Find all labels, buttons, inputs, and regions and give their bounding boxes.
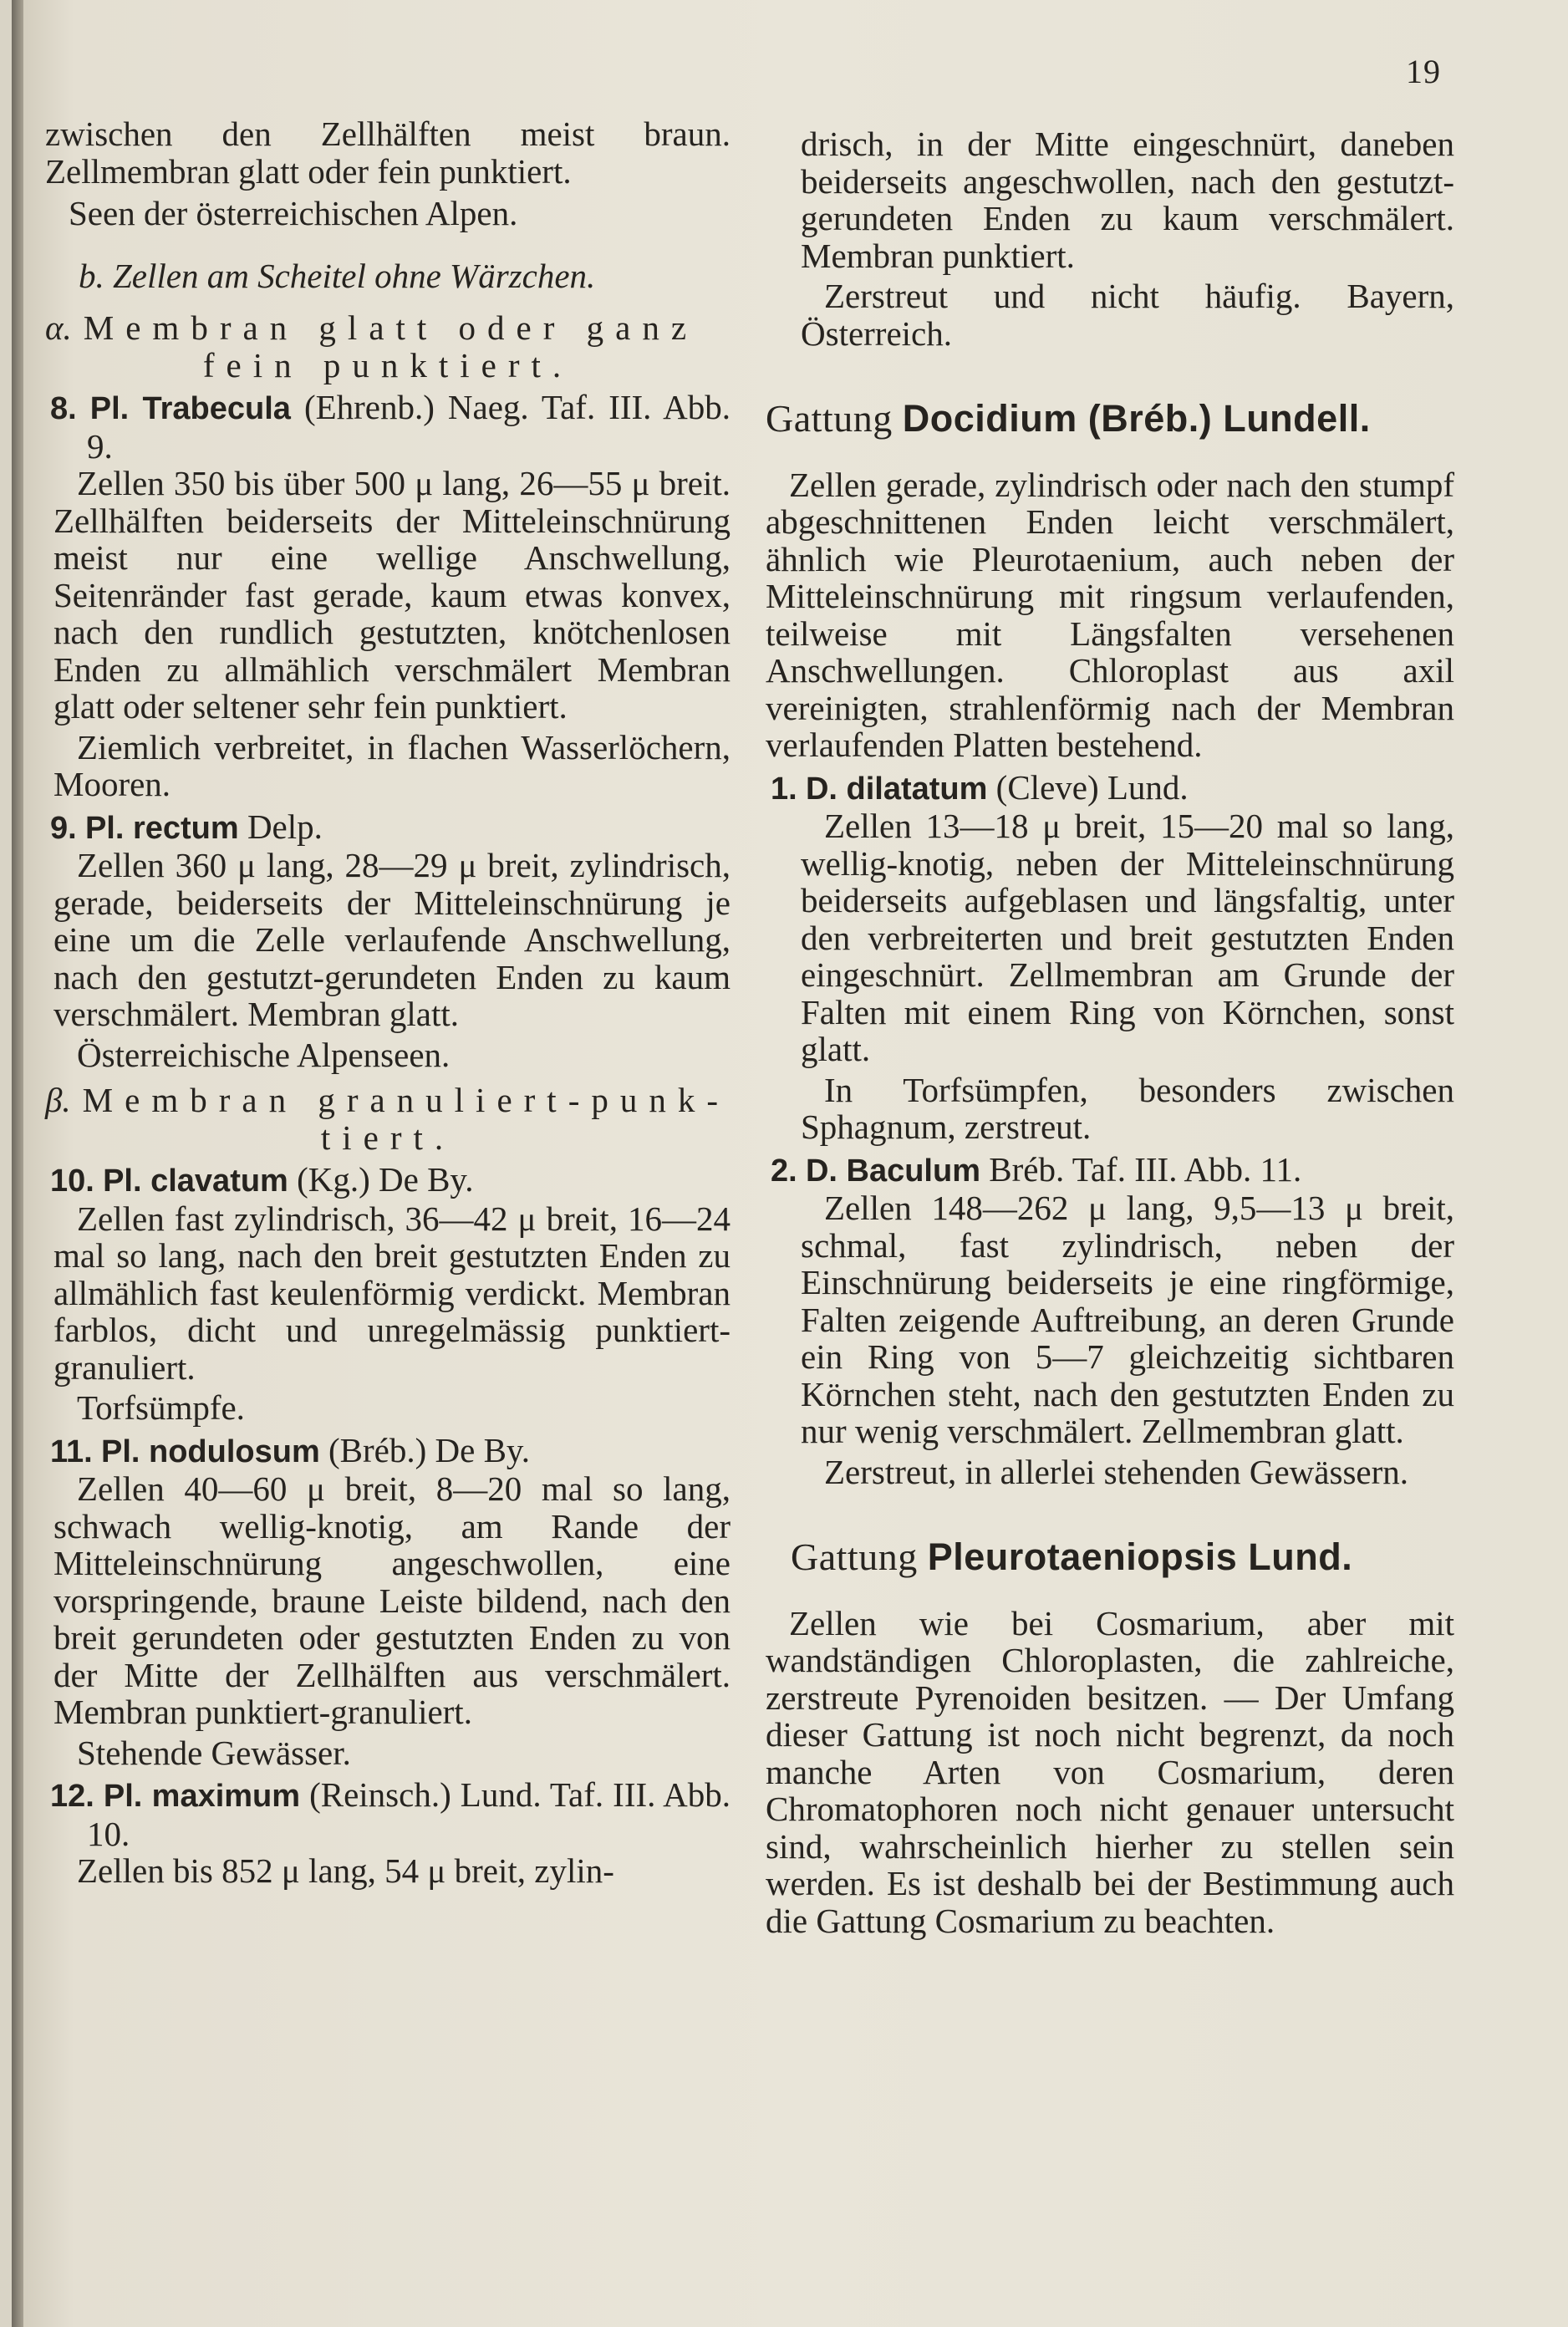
entry-number: 9.: [50, 810, 77, 846]
species-description: Zellen 148—262 μ lang, 9,5—13 μ breit, schmal, fast zylindrisch, neben der Einschnürung beiderseits je eine ringförmige, Falten zeigende Auftreibung, an deren Grunde ein Ring von 5—7 gleichzeitig sichtbaren Körnchen steht, nach den gestutzten Enden zu nur wenig verschmälert. Zellmembran glatt.: [801, 1189, 1454, 1450]
book-page: [12, 0, 1568, 2327]
locality-text: Zerstreut, in allerlei stehenden Gewässern.: [824, 1452, 1409, 1491]
locality-text: Ziemlich verbreitet, in flachen Wasserlöchern, Mooren.: [53, 727, 731, 803]
species-entry-d1: [766, 769, 1454, 808]
genus-description: Zellen wie bei Cosmarium, aber mit wandständigen Chloroplasten, die zahlreiche, zerstreute Pyrenoiden besitzen. — Der Umfang dieser Gattung ist noch nicht begrenzt, da noch manche Arten von Cosmarium, deren Chromatophoren noch nicht genauer untersucht sind, wahrscheinlich hierher zu stellen sein werden. Es ist deshalb bei der Bestimmung auch die Gattung Cosmarium zu beachten.: [766, 1603, 1454, 1940]
entry-number: 8.: [50, 391, 77, 426]
paragraph: drisch, in der Mitte eingeschnürt, daneben beiderseits angeschwollen, nach den gestutzt-gerundeten Enden zu kaum verschmälert. Membran punktiert.: [801, 125, 1454, 275]
species-name: Pl. Trabecula: [89, 391, 291, 426]
locality-text: Österreichische Alpenseen.: [77, 1035, 451, 1074]
entry-number: 1.: [771, 771, 797, 807]
genus-prefix: Gattung: [791, 1535, 918, 1578]
species-name: Pl. maximum: [103, 1779, 301, 1814]
species-authority: (Cleve) Lund.: [995, 767, 1189, 807]
locality-text: In Torfsümpfen, besonders zwischen Sphagnum, zerstreut.: [801, 1070, 1454, 1146]
species-entry-9: [45, 808, 731, 848]
page-gutter-edge: [12, 0, 23, 2327]
entry-number: 2.: [771, 1153, 797, 1189]
genus-prefix: Gattung: [766, 397, 893, 440]
species-description: Zellen 40—60 μ breit, 8—20 mal so lang, schwach wellig-knotig, am Rande der Mitteleinschnürung angeschwollen, eine vorspringende, braune Leiste bildend, nach den breit gerundeten oder gestutzten Enden zu von der Mitte der Zellhälften aus verschmälert. Membran punktiert-granuliert.: [53, 1469, 731, 1731]
species-authority: (Reinsch.) Lund. Taf. III. Abb. 10.: [87, 1775, 731, 1853]
locality-text: Zerstreut und nicht häufig. Bayern, Österreich.: [801, 277, 1454, 353]
key-heading-beta: [45, 1082, 731, 1156]
locality-text: Seen der österreichischen Alpen.: [69, 194, 518, 232]
key-line-1: Membran granuliert-punk-: [82, 1081, 730, 1119]
species-description: Zellen 13—18 μ breit, 15—20 mal so lang, wellig-knotig, neben der Mitteleinschnürung beiderseits aufgeblasen und längsfaltig, unter den verbreiterten und breit gestutzten Enden eingeschnürt. Zellmembran am Grunde der Falten mit einem Ring von Körnchen, sonst glatt.: [801, 807, 1454, 1068]
species-entry-11: [45, 1432, 731, 1471]
genus-name: Pleurotaeniopsis Lund.: [927, 1535, 1353, 1578]
key-line-1: Membran glatt oder ganz: [83, 308, 699, 347]
key-heading-alpha: [45, 309, 731, 384]
species-entry-10: [45, 1161, 731, 1200]
species-description: Zellen bis 852 μ lang, 54 μ breit, zylin-: [77, 1851, 614, 1890]
species-authority: (Bréb.) De By.: [328, 1430, 531, 1469]
species-name: Pl. rectum: [84, 810, 239, 846]
genus-heading-docidium: [766, 397, 1454, 440]
species-authority: (Ehrenb.) Naeg. Taf. III. Abb. 9.: [87, 388, 731, 466]
key-line-2: fein punktiert.: [202, 345, 573, 384]
species-name: D. Baculum: [805, 1153, 980, 1189]
key-heading-b: b. Zellen am Scheitel ohne Wärzchen.: [79, 256, 596, 295]
species-description: Zellen fast zylindrisch, 36—42 μ breit, 16—24 mal so lang, nach den breit gestutzten Enden zu allmählich fast keulenförmig verdickt. Membran farblos, dicht und unregelmässig punktiert-granuliert.: [53, 1199, 731, 1387]
genus-heading-pleurotaeniopsis: [766, 1535, 1454, 1578]
locality-text: Stehende Gewässer.: [77, 1733, 351, 1772]
entry-number: 10.: [50, 1164, 94, 1199]
species-authority: (Kg.) De By.: [297, 1160, 474, 1199]
species-entry-d2: [766, 1151, 1454, 1190]
entry-number: 11.: [50, 1433, 93, 1469]
paragraph: zwischen den Zellhälften meist braun. Zellmembran glatt oder fein punktiert.: [45, 115, 731, 191]
species-description: Zellen 360 μ lang, 28—29 μ breit, zylindrisch, gerade, beiderseits der Mitteleinschnürung je eine um die Zelle verlaufende Anschwellung, nach den gestutzt-gerundeten Enden zu kaum verschmälert. Membran glatt.: [53, 846, 731, 1033]
key-line-2: tiert.: [320, 1118, 456, 1157]
locality-text: Torfsümpfe.: [77, 1388, 245, 1427]
species-authority: Delp.: [247, 807, 323, 846]
key-symbol: β.: [45, 1081, 71, 1119]
species-authority: Bréb. Taf. III. Abb. 11.: [989, 1149, 1302, 1189]
species-name: D. dilatatum: [805, 771, 988, 807]
right-column: [766, 125, 1454, 1939]
left-column: [45, 115, 731, 1890]
species-entry-8: [45, 389, 731, 465]
key-symbol: α.: [45, 308, 72, 347]
genus-name: Docidium (Bréb.) Lundell.: [902, 397, 1371, 440]
species-description: Zellen 350 bis über 500 μ lang, 26—55 μ breit. Zellhälften beiderseits der Mitteleinschnürung meist nur eine wellige Anschwellung, Seitenränder fast gerade, kaum etwas konvex, nach den rundlich gestutzten, knötchenlosen Enden zu allmählich verschmälert Membran glatt oder seltener sehr fein punktiert.: [53, 464, 731, 726]
species-name: Pl. nodulosum: [100, 1433, 320, 1469]
page-number: 19: [1406, 53, 1441, 90]
entry-number: 12.: [50, 1779, 94, 1814]
species-name: Pl. clavatum: [103, 1164, 288, 1199]
genus-description: Zellen gerade, zylindrisch oder nach den stumpf abgeschnittenen Enden leicht verschmälert, ähnlich wie Pleurotaenium, auch neben der Mitteleinschnürung mit ringsum verlaufenden, teilweise mit Längsfalten versehenen Anschwellungen. Chloroplast aus axil vereinigten, strahlenförmig nach der Membran verlaufenden Platten bestehend.: [766, 465, 1454, 764]
species-entry-12: [45, 1776, 731, 1852]
